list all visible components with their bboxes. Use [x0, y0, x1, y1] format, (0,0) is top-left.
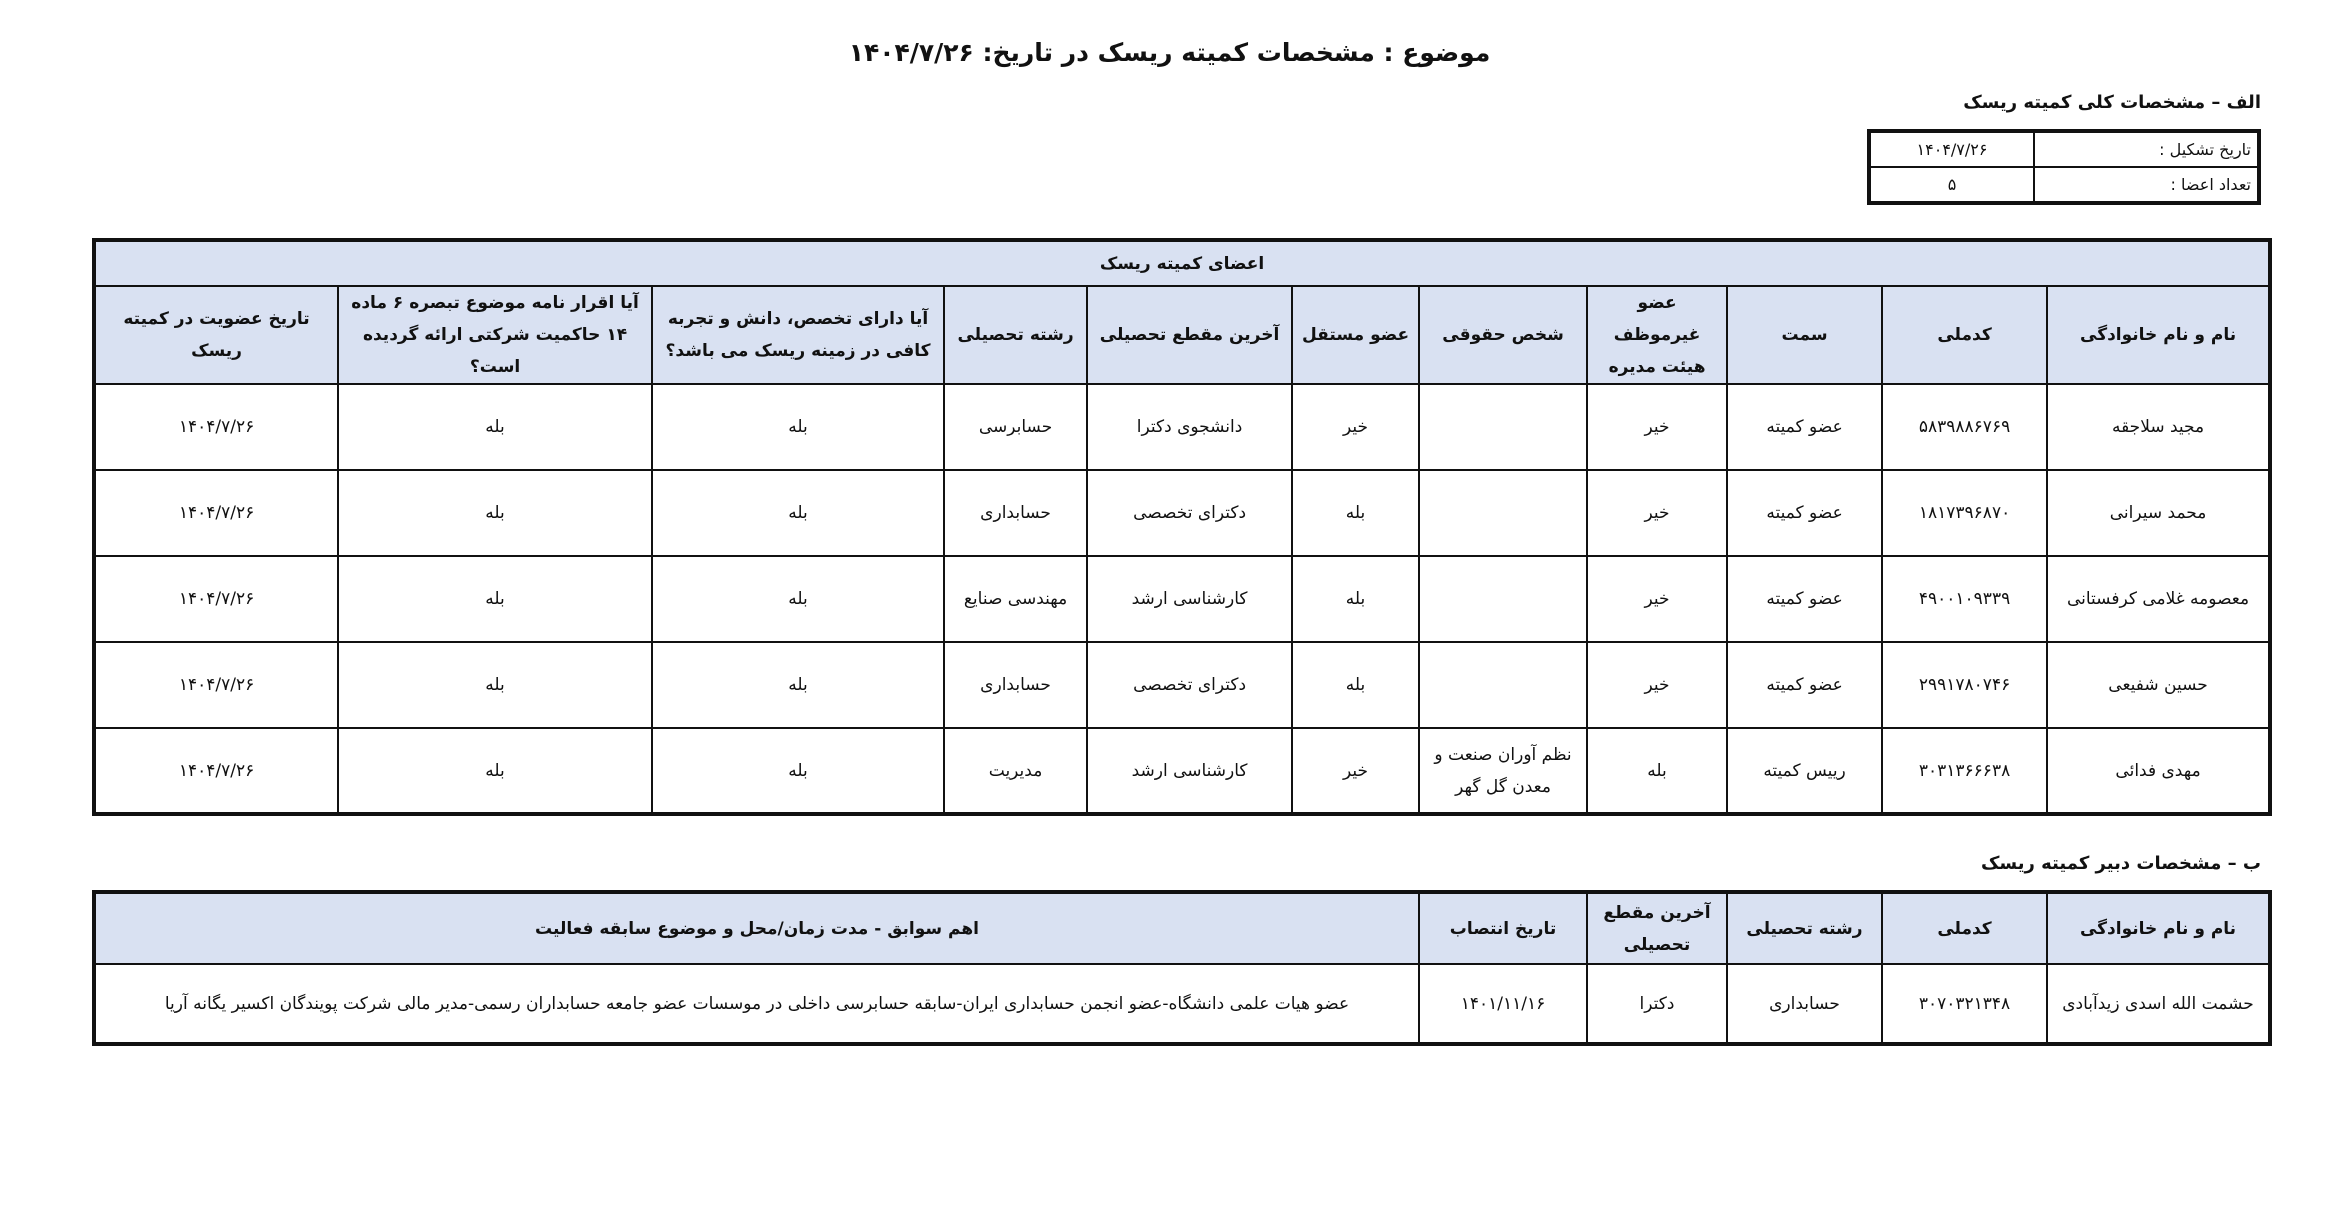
- cell-experience: عضو هیات علمی دانشگاه-عضو انجمن حسابداری ایران-سابقه حسابرسی داخلی در موسسات عضو جامعه حسابداران رسمی-مدیر مالی شرکت پویندگان اکسیر یگانه آریا: [94, 964, 1419, 1044]
- cell-field: مدیریت: [944, 728, 1087, 814]
- cell-risk-expertise: بله: [652, 384, 944, 470]
- cell-field: حسابداری: [944, 642, 1087, 728]
- col-header-independent: عضو مستقل: [1292, 286, 1419, 384]
- col-header-name: نام و نام خانوادگی: [2047, 286, 2270, 384]
- col-header-appointment-date: تاریخ انتصاب: [1419, 892, 1587, 964]
- cell-nonexec-board: خیر: [1587, 470, 1727, 556]
- cell-membership-date: ۱۴۰۴/۷/۲۶: [94, 642, 338, 728]
- cell-membership-date: ۱۴۰۴/۷/۲۶: [94, 728, 338, 814]
- col-header-risk-expertise: آیا دارای تخصص، دانش و تجربه کافی در زمینه ریسک می باشد؟: [652, 286, 944, 384]
- col-header-national-id: کدملی: [1882, 286, 2047, 384]
- cell-legal-entity: [1419, 470, 1587, 556]
- table-row: [1869, 131, 2259, 167]
- secretary-table: [92, 890, 2272, 1046]
- table-row: [94, 556, 2270, 642]
- cell-independent: بله: [1292, 470, 1419, 556]
- cell-position: رییس کمیته: [1727, 728, 1882, 814]
- cell-independent: خیر: [1292, 384, 1419, 470]
- col-header-nonexec-board: عضو غیرموظف هیئت مدیره: [1587, 286, 1727, 384]
- member-count-value: ۵: [1869, 167, 2034, 203]
- cell-national-id: ۵۸۳۹۸۸۶۷۶۹: [1882, 384, 2047, 470]
- cell-risk-expertise: بله: [652, 470, 944, 556]
- cell-independent: بله: [1292, 642, 1419, 728]
- cell-nonexec-board: خیر: [1587, 556, 1727, 642]
- cell-national-id: ۴۹۰۰۱۰۹۳۳۹: [1882, 556, 2047, 642]
- table-row: [1869, 167, 2259, 203]
- cell-position: عضو کمیته: [1727, 642, 1882, 728]
- cell-name: معصومه غلامی کرفستانی: [2047, 556, 2270, 642]
- member-count-label: تعداد اعضا :: [2034, 167, 2259, 203]
- cell-degree: دانشجوی دکترا: [1087, 384, 1292, 470]
- cell-field: حسابداری: [1727, 964, 1882, 1044]
- cell-degree: کارشناسی ارشد: [1087, 728, 1292, 814]
- formation-date-label: تاریخ تشکیل :: [2034, 131, 2259, 167]
- cell-statement: بله: [338, 470, 652, 556]
- cell-national-id: ۱۸۱۷۳۹۶۸۷۰: [1882, 470, 2047, 556]
- cell-name: حسین شفیعی: [2047, 642, 2270, 728]
- col-header-field: رشته تحصیلی: [944, 286, 1087, 384]
- col-header-experience: اهم سوابق - مدت زمان/محل و موضوع سابقه فعالیت: [94, 892, 1419, 964]
- table-row: [94, 964, 2270, 1044]
- cell-degree: دکترا: [1587, 964, 1727, 1044]
- cell-risk-expertise: بله: [652, 556, 944, 642]
- cell-national-id: ۳۰۳۱۳۶۶۶۳۸: [1882, 728, 2047, 814]
- cell-national-id: ۳۰۷۰۳۲۱۳۴۸: [1882, 964, 2047, 1044]
- col-header-position: سمت: [1727, 286, 1882, 384]
- cell-statement: بله: [338, 728, 652, 814]
- table-header-row: [94, 892, 2270, 964]
- cell-name: محمد سیرانی: [2047, 470, 2270, 556]
- table-row: [94, 642, 2270, 728]
- cell-legal-entity: نظم آوران صنعت و معدن گل گهر: [1419, 728, 1587, 814]
- col-header-national-id: کدملی: [1882, 892, 2047, 964]
- col-header-membership-date: تاریخ عضویت در کمیته ریسک: [94, 286, 338, 384]
- col-header-name: نام و نام خانوادگی: [2047, 892, 2270, 964]
- cell-membership-date: ۱۴۰۴/۷/۲۶: [94, 384, 338, 470]
- table-row: [94, 728, 2270, 814]
- cell-membership-date: ۱۴۰۴/۷/۲۶: [94, 470, 338, 556]
- members-table: [92, 238, 2272, 816]
- cell-position: عضو کمیته: [1727, 556, 1882, 642]
- cell-legal-entity: [1419, 384, 1587, 470]
- table-row: [94, 384, 2270, 470]
- cell-statement: بله: [338, 642, 652, 728]
- cell-field: مهندسی صنایع: [944, 556, 1087, 642]
- cell-independent: بله: [1292, 556, 1419, 642]
- cell-national-id: ۲۹۹۱۷۸۰۷۴۶: [1882, 642, 2047, 728]
- cell-degree: دکترای تخصصی: [1087, 470, 1292, 556]
- cell-appointment-date: ۱۴۰۱/۱۱/۱۶: [1419, 964, 1587, 1044]
- cell-degree: کارشناسی ارشد: [1087, 556, 1292, 642]
- cell-risk-expertise: بله: [652, 728, 944, 814]
- cell-risk-expertise: بله: [652, 642, 944, 728]
- cell-nonexec-board: بله: [1587, 728, 1727, 814]
- formation-date-value: ۱۴۰۴/۷/۲۶: [1869, 131, 2034, 167]
- cell-position: عضو کمیته: [1727, 384, 1882, 470]
- section-a-heading: الف – مشخصات کلی کمیته ریسک: [1963, 92, 2261, 113]
- cell-legal-entity: [1419, 642, 1587, 728]
- cell-position: عضو کمیته: [1727, 470, 1882, 556]
- cell-name: مهدی فدائی: [2047, 728, 2270, 814]
- section-b-heading: ب – مشخصات دبیر کمیته ریسک: [1981, 853, 2261, 874]
- cell-membership-date: ۱۴۰۴/۷/۲۶: [94, 556, 338, 642]
- cell-field: حسابداری: [944, 470, 1087, 556]
- table-caption-row: [94, 240, 2270, 286]
- cell-field: حسابرسی: [944, 384, 1087, 470]
- cell-nonexec-board: خیر: [1587, 642, 1727, 728]
- cell-nonexec-board: خیر: [1587, 384, 1727, 470]
- col-header-statement: آیا اقرار نامه موضوع تبصره ۶ ماده ۱۴ حاکمیت شرکتی ارائه گردیده است؟: [338, 286, 652, 384]
- col-header-legal-entity: شخص حقوقی: [1419, 286, 1587, 384]
- col-header-field: رشته تحصیلی: [1727, 892, 1882, 964]
- general-info-table: [1867, 129, 2261, 205]
- page-title: موضوع : مشخصات کمیته ریسک در تاریخ: ۱۴۰۴/۷/۲۶: [848, 38, 1491, 67]
- cell-name: مجید سلاجقه: [2047, 384, 2270, 470]
- col-header-degree: آخرین مقطع تحصیلی: [1087, 286, 1292, 384]
- col-header-degree: آخرین مقطع تحصیلی: [1587, 892, 1727, 964]
- cell-independent: خیر: [1292, 728, 1419, 814]
- cell-name: حشمت الله اسدی زیدآبادی: [2047, 964, 2270, 1044]
- members-table-caption: اعضای کمیته ریسک: [94, 240, 2270, 286]
- table-row: [94, 470, 2270, 556]
- cell-legal-entity: [1419, 556, 1587, 642]
- cell-statement: بله: [338, 384, 652, 470]
- cell-degree: دکترای تخصصی: [1087, 642, 1292, 728]
- cell-statement: بله: [338, 556, 652, 642]
- table-header-row: [94, 286, 2270, 384]
